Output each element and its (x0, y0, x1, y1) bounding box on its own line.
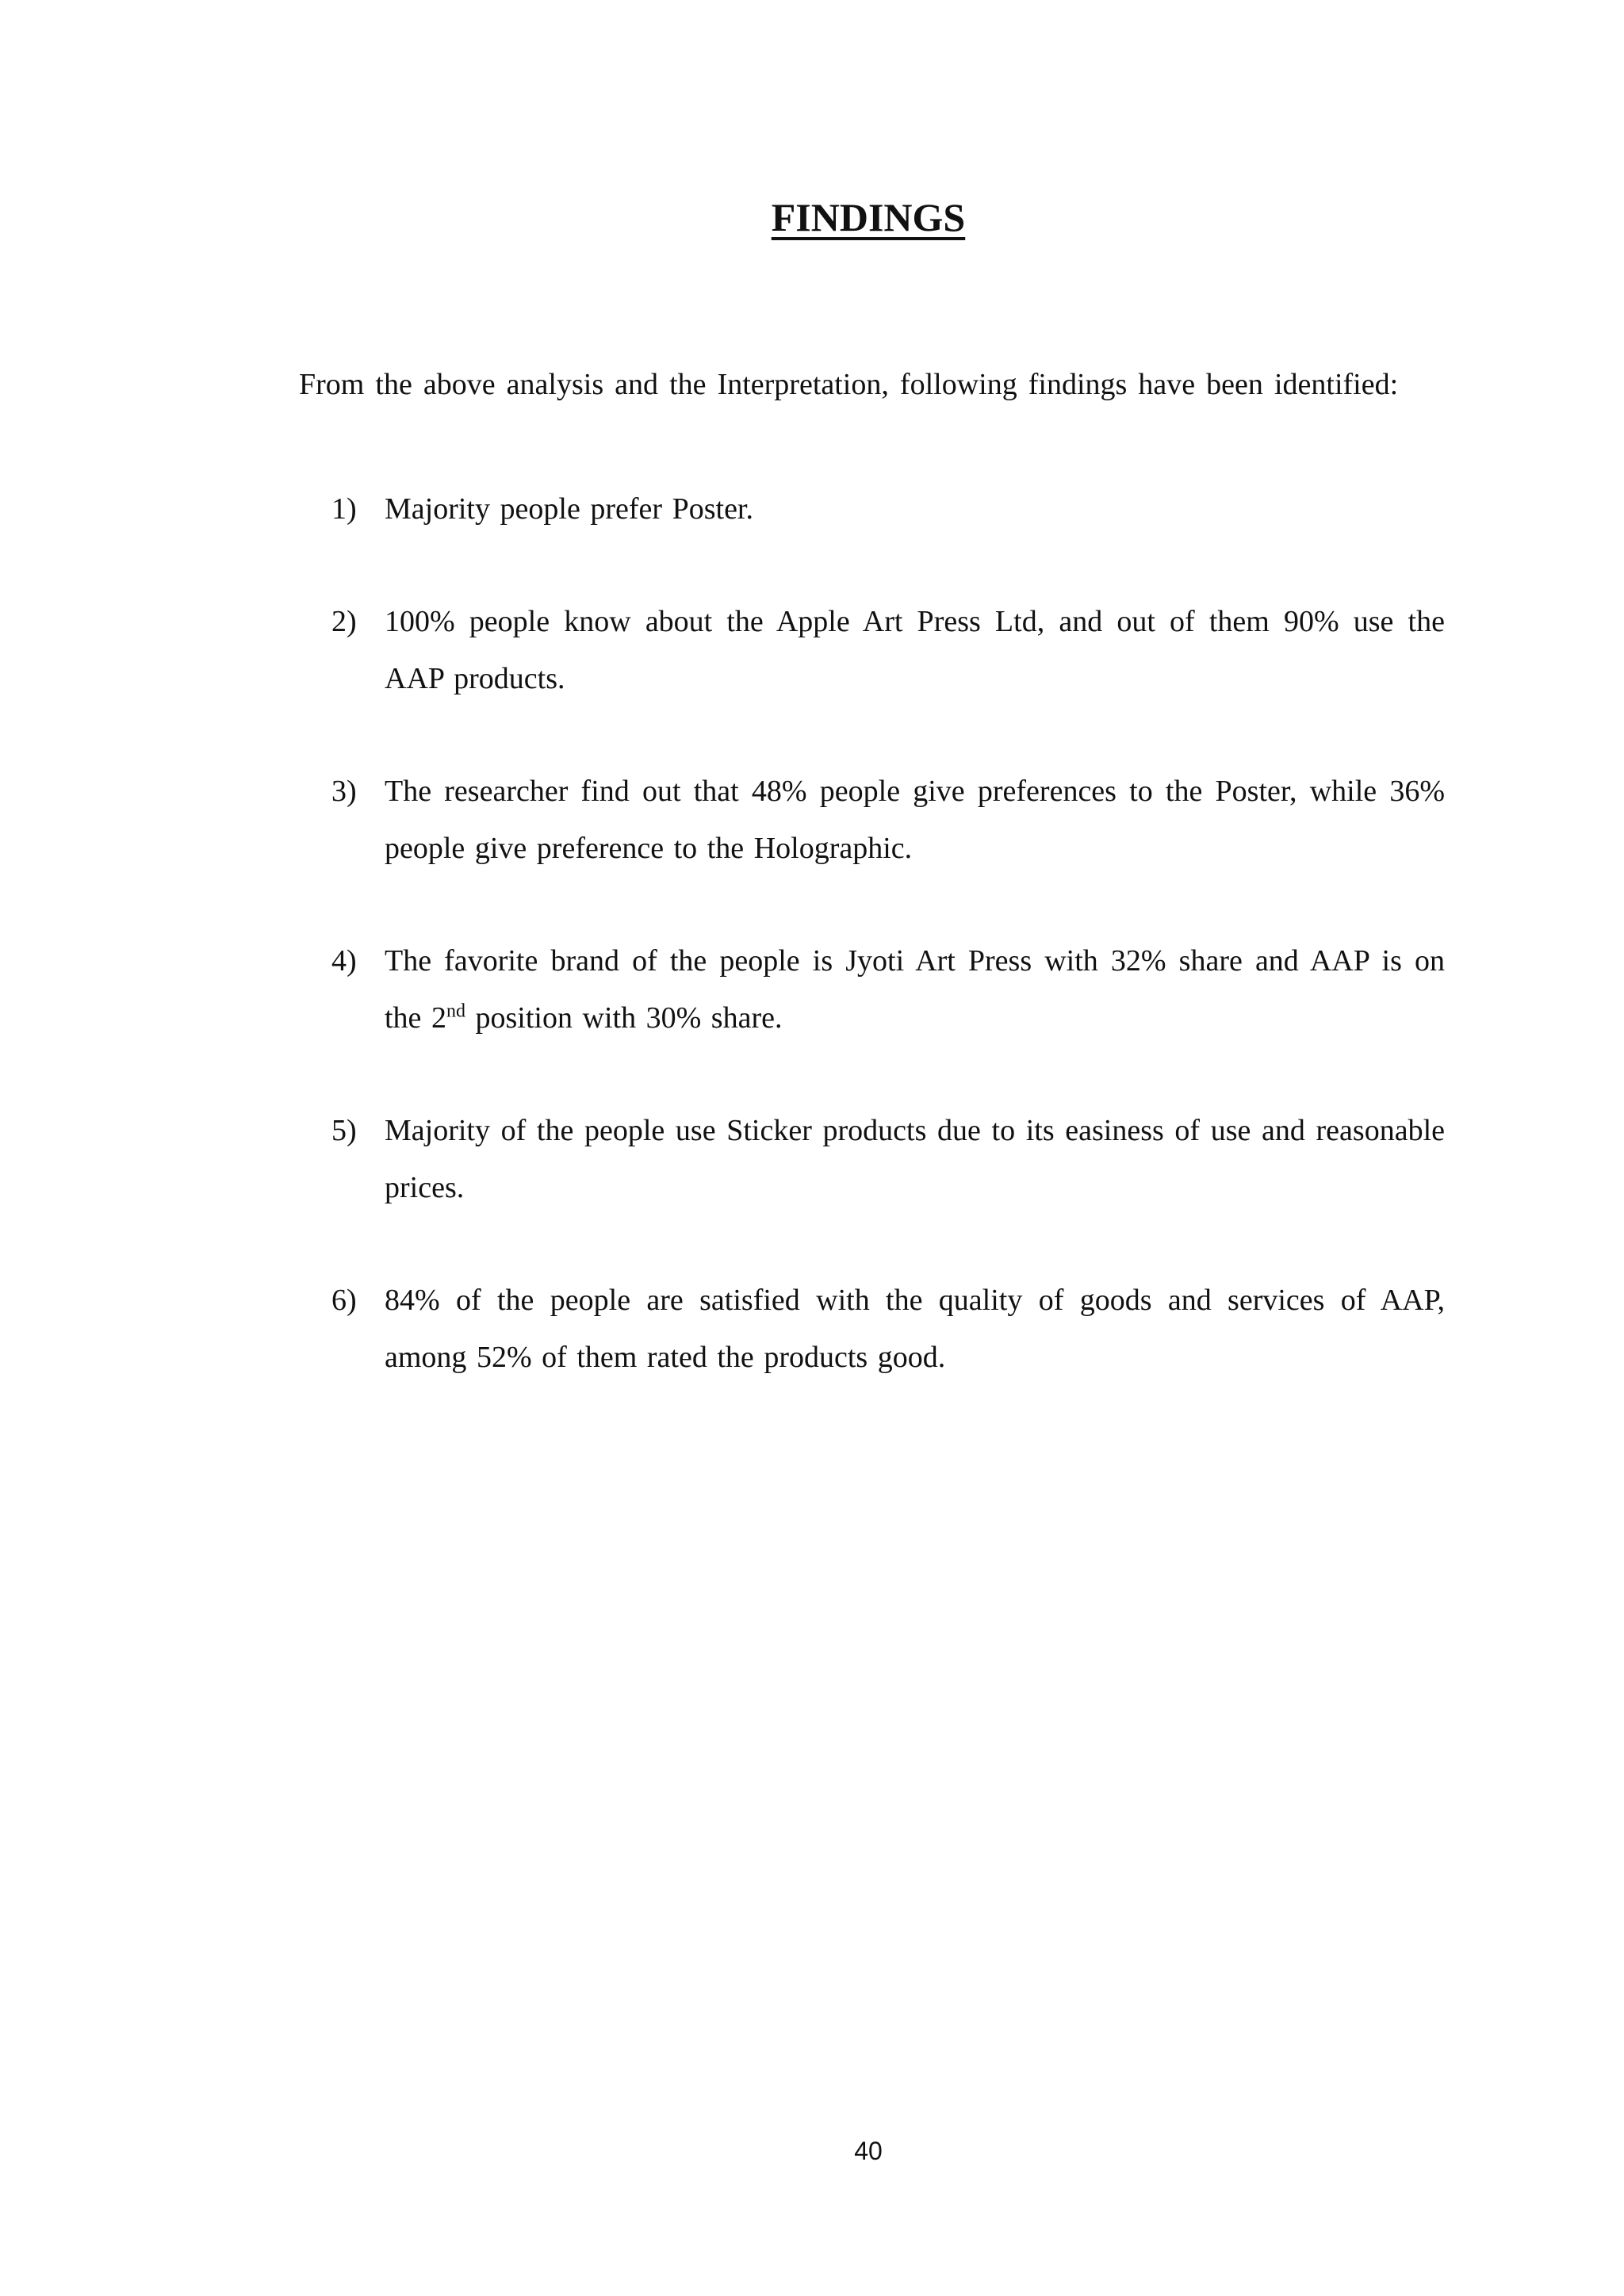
finding-item-3 (331, 763, 1445, 877)
finding-number: 1) (331, 492, 357, 526)
finding-number: 5) (331, 1114, 357, 1147)
finding-text: The researcher find out that 48% people give preferences to the Poster, while 36% people give preference to the Holographic. (385, 775, 1445, 865)
finding-text (385, 944, 1445, 1035)
findings-list (331, 480, 1445, 1441)
ordinal-superscript: nd (446, 1001, 465, 1022)
intro-paragraph: From the above analysis and the Interpretation, following findings have been identified: (299, 368, 1399, 401)
finding-item-1 (331, 480, 1445, 538)
finding-text: Majority people prefer Poster. (385, 492, 753, 526)
finding-text: 100% people know about the Apple Art Press Ltd, and out of them 90% use the AAP products. (385, 605, 1445, 695)
finding-number: 4) (331, 944, 357, 978)
finding-text-before: The favorite brand of the people is Jyoti Art Press with 32% share and AAP is on the 2 (385, 944, 1445, 1035)
finding-text: 84% of the people are satisfied with the quality of goods and services of AAP, among 52% of them rated the products good. (385, 1284, 1445, 1374)
finding-item-4 (331, 932, 1445, 1047)
finding-text: Majority of the people use Sticker products due to its easiness of use and reasonable prices. (385, 1114, 1445, 1204)
finding-item-6 (331, 1272, 1445, 1386)
finding-number: 3) (331, 775, 357, 808)
finding-number: 2) (331, 605, 357, 638)
page-number: 40 (854, 2137, 883, 2165)
finding-text-after: position with 30% share. (465, 1001, 783, 1035)
finding-item-2 (331, 593, 1445, 707)
page-title: FINDINGS (771, 195, 966, 239)
finding-item-5 (331, 1102, 1445, 1216)
finding-number: 6) (331, 1284, 357, 1317)
